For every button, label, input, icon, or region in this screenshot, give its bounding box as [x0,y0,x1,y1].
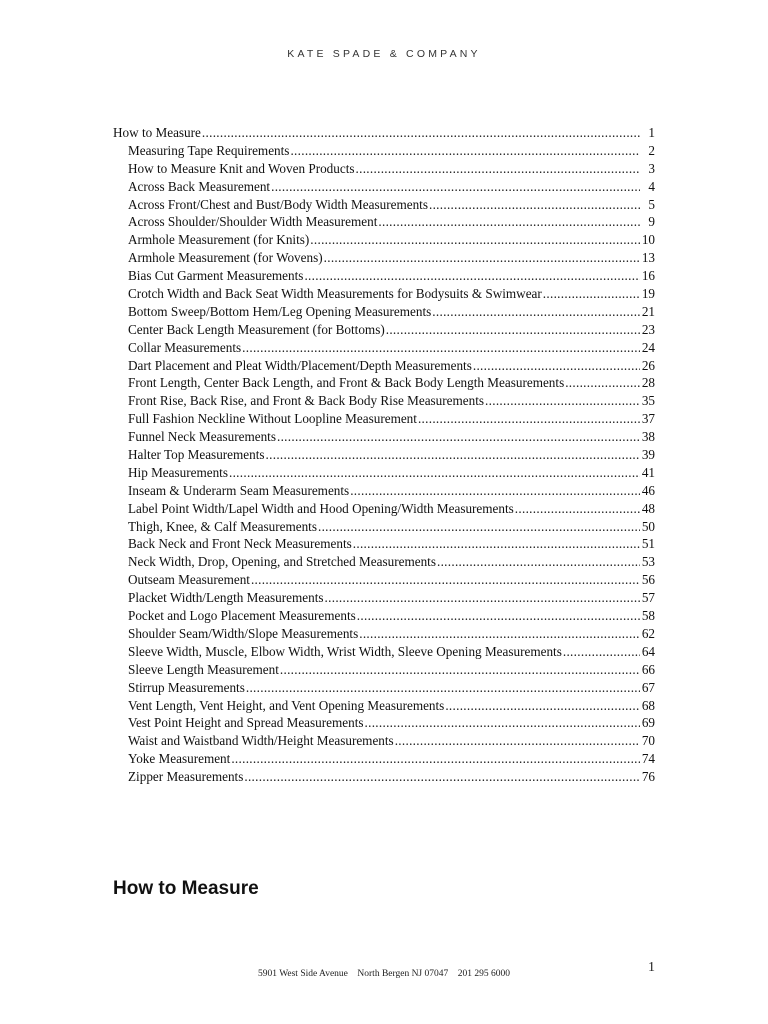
toc-entry[interactable] [113,285,655,303]
toc-dot-leader [365,714,641,732]
toc-entry-title: Armhole Measurement (for Wovens) [128,250,323,266]
toc-entry[interactable] [113,357,655,375]
toc-entry[interactable] [113,142,655,160]
toc-entry-page: 3 [648,160,655,176]
toc-entry[interactable] [113,321,655,339]
toc-dot-leader [229,464,640,482]
toc-dot-leader [429,196,640,214]
toc-entry-title: Across Front/Chest and Bust/Body Width Measurements [128,196,428,212]
toc-entry[interactable] [113,732,655,750]
toc-entry[interactable] [113,196,655,214]
toc-entry-title: Across Back Measurement [128,178,271,194]
toc-entry[interactable] [113,553,655,571]
toc-entry-page: 21 [641,303,655,319]
toc-entry-page: 37 [641,411,655,427]
toc-entry-title: Across Shoulder/Shoulder Width Measurement [128,214,378,230]
toc-entry-page: 28 [641,375,655,391]
toc-entry[interactable] [113,714,655,732]
toc-entry[interactable] [113,625,655,643]
toc-entry-title: Shoulder Seam/Width/Slope Measurements [128,625,359,641]
toc-dot-leader [386,321,640,339]
toc-entry-title: Bias Cut Garment Measurements [128,268,304,284]
toc-dot-leader [318,518,640,536]
toc-entry-page: 48 [641,500,655,516]
toc-entry-title: Label Point Width/Lapel Width and Hood Opening/Width Measurements [128,500,514,516]
toc-entry-page: 35 [641,393,655,409]
toc-entry-page: 23 [641,321,655,337]
toc-dot-leader [350,482,640,500]
toc-dot-leader [244,768,640,786]
toc-entry-title: Measuring Tape Requirements [128,142,290,158]
page-number: 1 [648,960,655,975]
toc-entry-title: Vent Length, Vent Height, and Vent Opening Measurements [128,697,445,713]
toc-entry-title: Front Rise, Back Rise, and Front & Back Body Rise Measurements [128,393,485,409]
toc-entry[interactable] [113,768,655,786]
toc-entry-title: Neck Width, Drop, Opening, and Stretched Measurements [128,554,436,570]
toc-dot-leader [395,732,640,750]
toc-entry-title: Front Length, Center Back Length, and Front & Back Body Length Measurements [128,375,565,391]
toc-entry-title: Hip Measurements [128,464,228,480]
toc-entry-title: Center Back Length Measurement (for Bottoms) [128,321,385,337]
toc-entry-title: Outseam Measurement [128,572,250,588]
toc-entry[interactable] [113,303,655,321]
toc-entry[interactable] [113,571,655,589]
toc-entry[interactable] [113,124,655,142]
toc-entry[interactable] [113,482,655,500]
toc-entry-title: How to Measure [113,125,201,140]
toc-entry-title: Zipper Measurements [128,769,244,785]
toc-dot-leader [543,285,640,303]
toc-dot-leader [246,679,640,697]
toc-entry-title: Full Fashion Neckline Without Loopline Measurement [128,411,417,427]
toc-dot-leader [485,392,640,410]
toc-entry[interactable] [113,392,655,410]
toc-dot-leader [251,571,640,589]
toc-entry[interactable] [113,679,655,697]
toc-entry[interactable] [113,178,655,196]
toc-entry-title: Collar Measurements [128,339,242,355]
toc-entry[interactable] [113,231,655,249]
toc-dot-leader [325,589,640,607]
toc-entry-title: Halter Top Measurements [128,447,265,463]
toc-entry-page: 57 [641,590,655,606]
toc-entry[interactable] [113,410,655,428]
toc-entry-page: 56 [641,572,655,588]
toc-entry-page: 1 [648,125,655,140]
toc-entry-title: Waist and Waistband Width/Height Measurements [128,733,394,749]
toc-entry-title: Vest Point Height and Spread Measurements [128,715,364,731]
toc-entry[interactable] [113,428,655,446]
toc-entry[interactable] [113,697,655,715]
toc-entry-page: 67 [641,679,655,695]
toc-entry-page: 39 [641,447,655,463]
toc-entry[interactable] [113,643,655,661]
toc-entry-page: 13 [641,250,655,266]
toc-entry-title: Funnel Neck Measurements [128,429,276,445]
toc-entry-title: Placket Width/Length Measurements [128,590,324,606]
toc-entry-page: 58 [641,608,655,624]
toc-entry-title: Dart Placement and Pleat Width/Placement/Depth Measurements [128,357,472,373]
toc-entry-title: Back Neck and Front Neck Measurements [128,536,352,552]
toc-entry[interactable] [113,249,655,267]
toc-entry-page: 10 [641,232,655,248]
toc-dot-leader [353,535,640,553]
toc-dot-leader [515,500,640,518]
toc-dot-leader [271,178,640,196]
toc-entry-page: 62 [641,625,655,641]
toc-dot-leader [565,374,640,392]
toc-entry-title: Sleeve Width, Muscle, Elbow Width, Wrist Width, Sleeve Opening Measurements [128,643,562,659]
brand-header: KATE SPADE & COMPANY [287,48,481,60]
toc-entry-page: 66 [641,661,655,677]
toc-entry[interactable] [113,589,655,607]
toc-entry-title: Yoke Measurement [128,751,231,767]
toc-dot-leader [290,142,640,160]
toc-entry-page: 46 [641,482,655,498]
toc-entry-page: 24 [641,339,655,355]
toc-entry-page: 16 [641,268,655,284]
toc-dot-leader [231,750,640,768]
toc-entry[interactable] [113,661,655,679]
toc-dot-leader [356,160,640,178]
toc-entry-page: 19 [641,286,655,302]
toc-entry[interactable] [113,374,655,392]
toc-entry-title: Armhole Measurement (for Knits) [128,232,310,248]
toc-entry[interactable] [113,500,655,518]
toc-dot-leader [277,428,640,446]
toc-entry-page: 9 [648,214,655,230]
toc-dot-leader [357,607,640,625]
toc-dot-leader [304,267,640,285]
toc-dot-leader [266,446,640,464]
toc-dot-leader [359,625,640,643]
toc-entry-page: 26 [641,357,655,373]
toc-entry-page: 41 [641,464,655,480]
toc-dot-leader [242,339,640,357]
toc-entry[interactable] [113,535,655,553]
toc-dot-leader [473,357,640,375]
toc-entry[interactable] [113,213,655,231]
toc-entry-page: 69 [641,715,655,731]
toc-entry-title: Stirrup Measurements [128,679,245,695]
toc-entry-page: 51 [641,536,655,552]
table-of-contents [113,124,655,786]
toc-dot-leader [432,303,640,321]
toc-entry[interactable] [113,267,655,285]
toc-entry-title: Sleeve Length Measurement [128,661,279,677]
toc-entry-page: 64 [641,643,655,659]
toc-entry[interactable] [113,339,655,357]
toc-entry-page: 53 [641,554,655,570]
toc-entry-page: 76 [641,769,655,785]
toc-entry-title: Inseam & Underarm Seam Measurements [128,482,350,498]
toc-entry[interactable] [113,446,655,464]
toc-dot-leader [280,661,640,679]
toc-entry-page: 68 [641,697,655,713]
toc-entry-title: How to Measure Knit and Woven Products [128,160,355,176]
toc-entry[interactable] [113,518,655,536]
toc-dot-leader [445,697,640,715]
toc-dot-leader [202,124,640,142]
toc-entry-title: Bottom Sweep/Bottom Hem/Leg Opening Measurements [128,303,432,319]
toc-dot-leader [324,249,640,267]
toc-entry-page: 74 [641,751,655,767]
toc-entry[interactable] [113,607,655,625]
toc-entry-page: 4 [648,178,655,194]
toc-dot-leader [310,231,640,249]
toc-entry-page: 70 [641,733,655,749]
footer-address: 5901 West Side Avenue North Bergen NJ 07047 201 295 6000 [257,969,511,979]
toc-entry-page: 38 [641,429,655,445]
toc-entry-title: Pocket and Logo Placement Measurements [128,608,356,624]
toc-entry-page: 50 [641,518,655,534]
toc-dot-leader [437,553,640,571]
toc-entry[interactable] [113,160,655,178]
toc-entry-title: Crotch Width and Back Seat Width Measurements for Bodysuits & Swimwear [128,286,542,302]
toc-entry[interactable] [113,750,655,768]
toc-entry-title: Thigh, Knee, & Calf Measurements [128,518,317,534]
toc-dot-leader [418,410,640,428]
section-heading: How to Measure [113,878,259,899]
toc-dot-leader [563,643,640,661]
toc-entry-page: 5 [648,196,655,212]
toc-dot-leader [378,213,640,231]
toc-entry-page: 2 [648,142,655,158]
toc-entry[interactable] [113,464,655,482]
